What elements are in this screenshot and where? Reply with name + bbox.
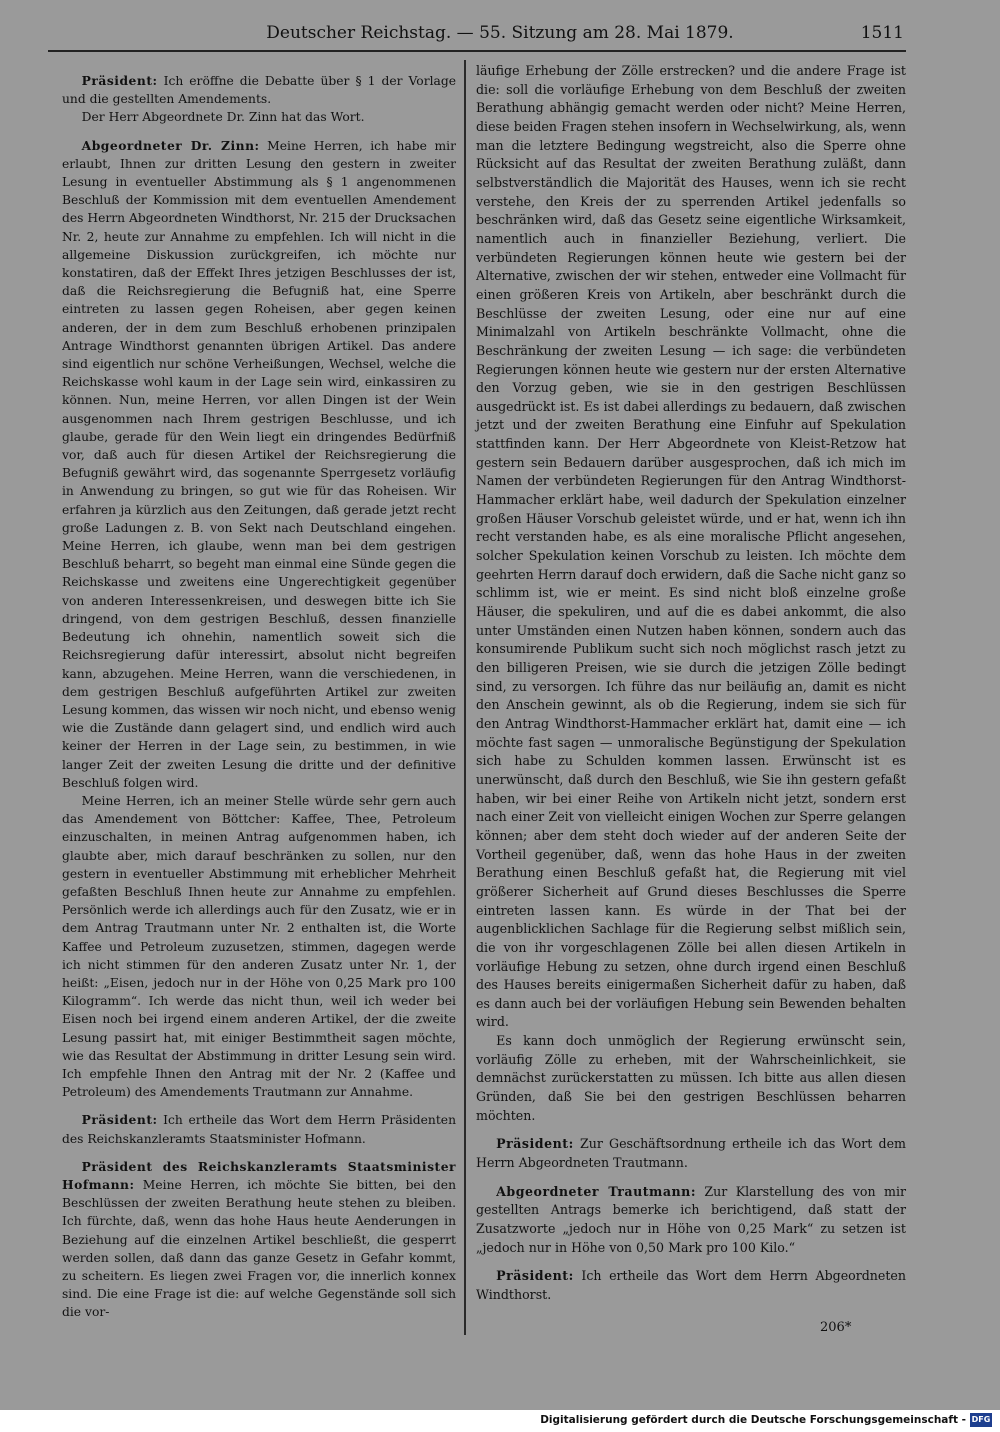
running-title: Deutscher Reichstag. — 55. Sitzung am 28. Mai 1879. [266,23,734,43]
paragraph-text: läufige Erhebung der Zölle erstrecken? und die andere Frage ist die: soll die vorläufige Erhebung von dem Beschluß der zweiten Berathung abhängig gemacht werden oder nicht? Meine Herren, diese beiden Fragen stehen insofern in Wechselwirkung, als, wenn man die letztere Bedingung wegstreicht, also die Sperre ohne Rücksicht auf das Resultat der zweiten Berathung zuläßt, dann selbstverständlich die Majorität des Hauses, wenn ich sie recht verstehe, den Kreis der zu sperrenden Artikel jedenfalls so beschränken wird, daß das Gesetz seine eigentliche Wirksamkeit, namentlich auch in finanzieller Beziehung, verliert. Die verbündeten Regierungen können heute wie gestern bei der Alternative, zwischen der wir stehen, entweder eine Vollmacht für einen größeren Kreis von Artikeln, aber beschränkt durch die Beschlüsse der zweiten Lesung, oder eine nur auf eine Minimalzahl von Artikeln beschränkte Vollmacht, ohne die Beschränkung der zweiten Lesung — ich sage: die verbündeten Regierungen können heute wie gestern nur der ersten Alternative den Vorzug geben, wie sie in den gestrigen Beschlüssen ausgedrückt ist. Es ist dabei allerdings zu bedauern, daß zwischen jetzt und der zweiten Berathung eine Einfuhr auf Spekulation stattfinden kann. Der Herr Abgeordnete von Kleist-Retzow hat gestern sein Bedauern darüber ausgesprochen, daß ich mich im Namen der verbündeten Regierungen für den Antrag Windthorst-Hammacher erklärt habe, weil dadurch der Spekulation einzelner großen Häuser Vorschub geleistet würde, und er hat, wenn ich ihn recht verstanden habe, es als eine moralische Pflicht angesehen, solcher Spekulation keinen Vorschub zu leisten. Ich möchte dem geehrten Herrn darauf doch erwidern, daß die Sache nicht ganz so schlimm ist, wie er meint. Es sind nicht bloß einzelne große Häuser, die spekuliren, und auf die es dabei ankommt, die also unter Umständen einen Nutzen haben können, sondern auch das konsumirende Publikum sucht sich noch möglichst rasch jetzt zu den billigeren Preisen, wie sie durch die jetzigen Zölle bedingt sind, zu versorgen. Ich führe das nur beiläufig an, damit es nicht den Anschein gewinnt, als ob die Regierung, indem sie sich für den Antrag Windthorst-Hammacher erklärt hat, damit eine — ich möchte fast sagen — unmoralische Begünstigung der Spekulation sich habe zu Schulden kommen lassen. Erwünscht ist es unerwünscht, daß durch den Beschluß, wie Sie ihn gestern gefaßt haben, wir bei einer Reihe von Artikeln nicht jetzt, sondern erst nach einer Zeit von vielleicht einigen Wochen zur Sperre gelangen können; aber dem steht doch wieder auf der anderen Seite der Vortheil gegenüber, daß, wenn das hohe Haus in der zweiten Berathung einen Beschluß gefaßt hat, die Regierung mit viel größerer Sicherheit auf Grund dieses Beschlusses die Sperre eintreten lassen kann. Es würde in der That bei der augenblicklichen Sachlage für die Regierung selbst mißlich sein, die von ihr vorgeschlagenen Zölle bei allen diesen Artikeln in vorläufige Hebung zu setzen, ohne durch irgend einen Beschluß des Hauses bereits einigermaßen Sicherheit dafür zu haben, daß es dann auch bei der vorläufigen Hebung sein Bewenden behalten wird. [476,63,906,1030]
paragraph-text: Ich ertheile das Wort dem Herrn Abgeordneten Windthorst. [476,1268,906,1302]
paragraph [62,72,456,108]
paragraph-text: Zur Geschäftsordnung ertheile ich das Wort dem Herrn Abgeordneten Trautmann. [476,1136,906,1171]
paragraph [476,1267,906,1304]
footer-credit: Digitalisierung gefördert durch die Deutsche Forschungsgemeinschaft - [540,1414,966,1426]
paragraph-text: Meine Herren, ich habe mir erlaubt, Ihnen zur dritten Lesung den gestern in zweiter Lesung in eventueller Abstimmung als § 1 angenommenen Beschluß der Kommission mit dem eventuellen Amendement des Herrn Abgeordneten Windthorst, Nr. 215 der Drucksachen Nr. 2, heute zur Annahme zu empfehlen. Ich will nicht in die allgemeine Diskussion zurückgreifen, ich möchte nur konstatiren, daß der Effekt Ihres jetzigen Beschlusses der ist, daß die Reichsregierung die Befugniß hat, eine Sperre eintreten zu lassen gegen Roheisen, aber gegen keinen anderen, der in dem zum Beschluß erhobenen prinzipalen Antrage Windthorst genannten übrigen Artikel. Das andere sind eigentlich nur schöne Verheißungen, Wechsel, welche die Reichskasse wohl kaum in der Lage sein wird, einkassiren zu können. Nun, meine Herren, vor allen Dingen ist der Wein ausgenommen nach Ihrem gestrigen Beschlusse, und ich glaube, gerade für den Wein liegt ein dringendes Bedürfniß vor, daß auch für diesen Artikel der Reichsregierung die Befugniß gewährt wird, das sogenannte Sperrgesetz vorläufig in Anwendung zu bringen, so gut wie für das Roheisen. Wir erfahren ja kürzlich aus den Zeitungen, daß gerade jetzt recht große Ladungen z. B. von Sekt nach Deutschland eingehen. Meine Herren, ich glaube, wenn man bei dem gestrigen Beschluß beharrt, so begeht man einmal eine Sünde gegen die Reichskasse und zweitens eine Ungerechtigkeit gegenüber von anderen Interessenkreisen, und deswegen bitte ich Sie dringend, von dem gestrigen Beschluß, dessen finanzielle Bedeutung ich ohnehin, namentlich soweit sich die Reichsregierung dafür interessirt, absolut nicht begreifen kann, abzugehen. Meine Herren, wann die verschiedenen, in dem gestrigen Beschluß aufgeführten Artikel zur zweiten Lesung kommen, das wissen wir noch nicht, und ebenso wenig wie die Zustände dann gelagert sind, und endlich wird auch keiner der Herren in der Lage sein, zu bestimmen, in wie langer Zeit der zweiten Lesung die dritte und der definitive Beschluß folgen wird. [62,138,456,790]
digitization-footer [0,1410,1000,1432]
page-number: 1511 [860,23,904,43]
header-rule [48,50,906,52]
paragraph-text: Ich eröffne die Debatte über § 1 der Vorlage und die gestellten Amendements. [62,74,456,107]
paragraph [476,1135,906,1172]
paragraph [62,792,456,1101]
paragraph-text: Meine Herren, ich an meiner Stelle würde sehr gern auch das Amendement von Böttcher: Kaffee, Thee, Petroleum einzuschalten, in meinen Antrag aufgenommen haben, ich glaubte aber, mich darauf beschränken zu sollen, nur den gestern in eventueller Abstimmung mit erheblicher Mehrheit gefaßten Beschluß Ihnen heute zur Annahme zu empfehlen. Persönlich werde ich allerdings auch für den Zusatz, wie er in dem Antrag Trautmann unter Nr. 2 enthalten ist, die Worte Kaffee und Petroleum zuzusetzen, stimmen, dagegen werde ich nicht stimmen für den anderen Zusatz unter Nr. 1, der heißt: „Eisen, jedoch nur in der Höhe von 0,25 Mark pro 100 Kilogramm“. Ich werde das nicht thun, weil ich weder bei Eisen noch bei irgend einem anderen Artikel, der die zweite Lesung passirt hat, mit einiger Bestimmtheit sagen möchte, wie das Resultat der Abstimmung in dritter Lesung sein wird. Ich empfehle Ihnen den Antrag mit der Nr. 2 (Kaffee und Petroleum) des Amendements Trautmann zur Annahme. [62,793,456,1100]
paragraph [476,1032,906,1125]
speaker-label: Präsident: [496,1136,574,1152]
speaker-label: Präsident des Reichskanzleramts Staatsminister Hofmann: [62,1158,456,1192]
right-column [476,62,906,1305]
dfg-logo: DFG [970,1413,992,1427]
paragraph [62,137,456,792]
column-divider [464,60,466,1335]
paragraph [476,62,906,1032]
sheet-signature: 206* [820,1320,852,1335]
paragraph [476,1183,906,1258]
speaker-label: Präsident: [81,73,158,88]
paragraph-text: Es kann doch unmöglich der Regierung erwünscht sein, vorläufig Zölle zu erheben, mit der Wahrscheinlichkeit, sie demnächst zurückerstatten zu müssen. Ich bitte aus allen diesen Gründen, daß Sie bei den gestrigen Beschlüssen beharren möchten. [476,1033,906,1123]
paragraph-text: Ich ertheile das Wort dem Herrn Präsidenten des Reichskanzleramts Staatsminister Hofmann. [62,1113,456,1146]
paragraph-text: Der Herr Abgeordnete Dr. Zinn hat das Wort. [81,110,365,125]
speaker-label: Abgeordneter Trautmann: [496,1183,696,1199]
paragraph [62,1158,456,1322]
paragraph-text: Meine Herren, ich möchte Sie bitten, bei den Beschlüssen der zweiten Berathung heute stehen zu bleiben. Ich fürchte, daß, wenn das hohe Haus heute Aenderungen in Beziehung auf die einzelnen Artikel beschließt, die gesperrt werden sollen, daß dann das ganze Gesetz in Gefahr kommt, zu scheitern. Es liegen zwei Fragen vor, die innerlich konnex sind. Die eine Frage ist die: auf welche Gegenstände soll sich die vor- [62,1177,456,1320]
paragraph [62,1111,456,1147]
speaker-label: Abgeordneter Dr. Zinn: [81,137,260,153]
paragraph-text: Zur Klarstellung des von mir gestellten Antrags bemerke ich berichtigend, daß statt der Zusatzworte „jedoch nur in Höhe von 0,25 Mark“ zu setzen ist „jedoch nur in Höhe von 0,50 Mark pro 100 Kilo.“ [476,1183,906,1255]
page-header [0,20,1000,50]
speaker-label: Präsident: [496,1268,574,1284]
speaker-label: Präsident: [81,1112,158,1128]
left-column [62,62,456,1322]
paragraph [62,108,456,126]
